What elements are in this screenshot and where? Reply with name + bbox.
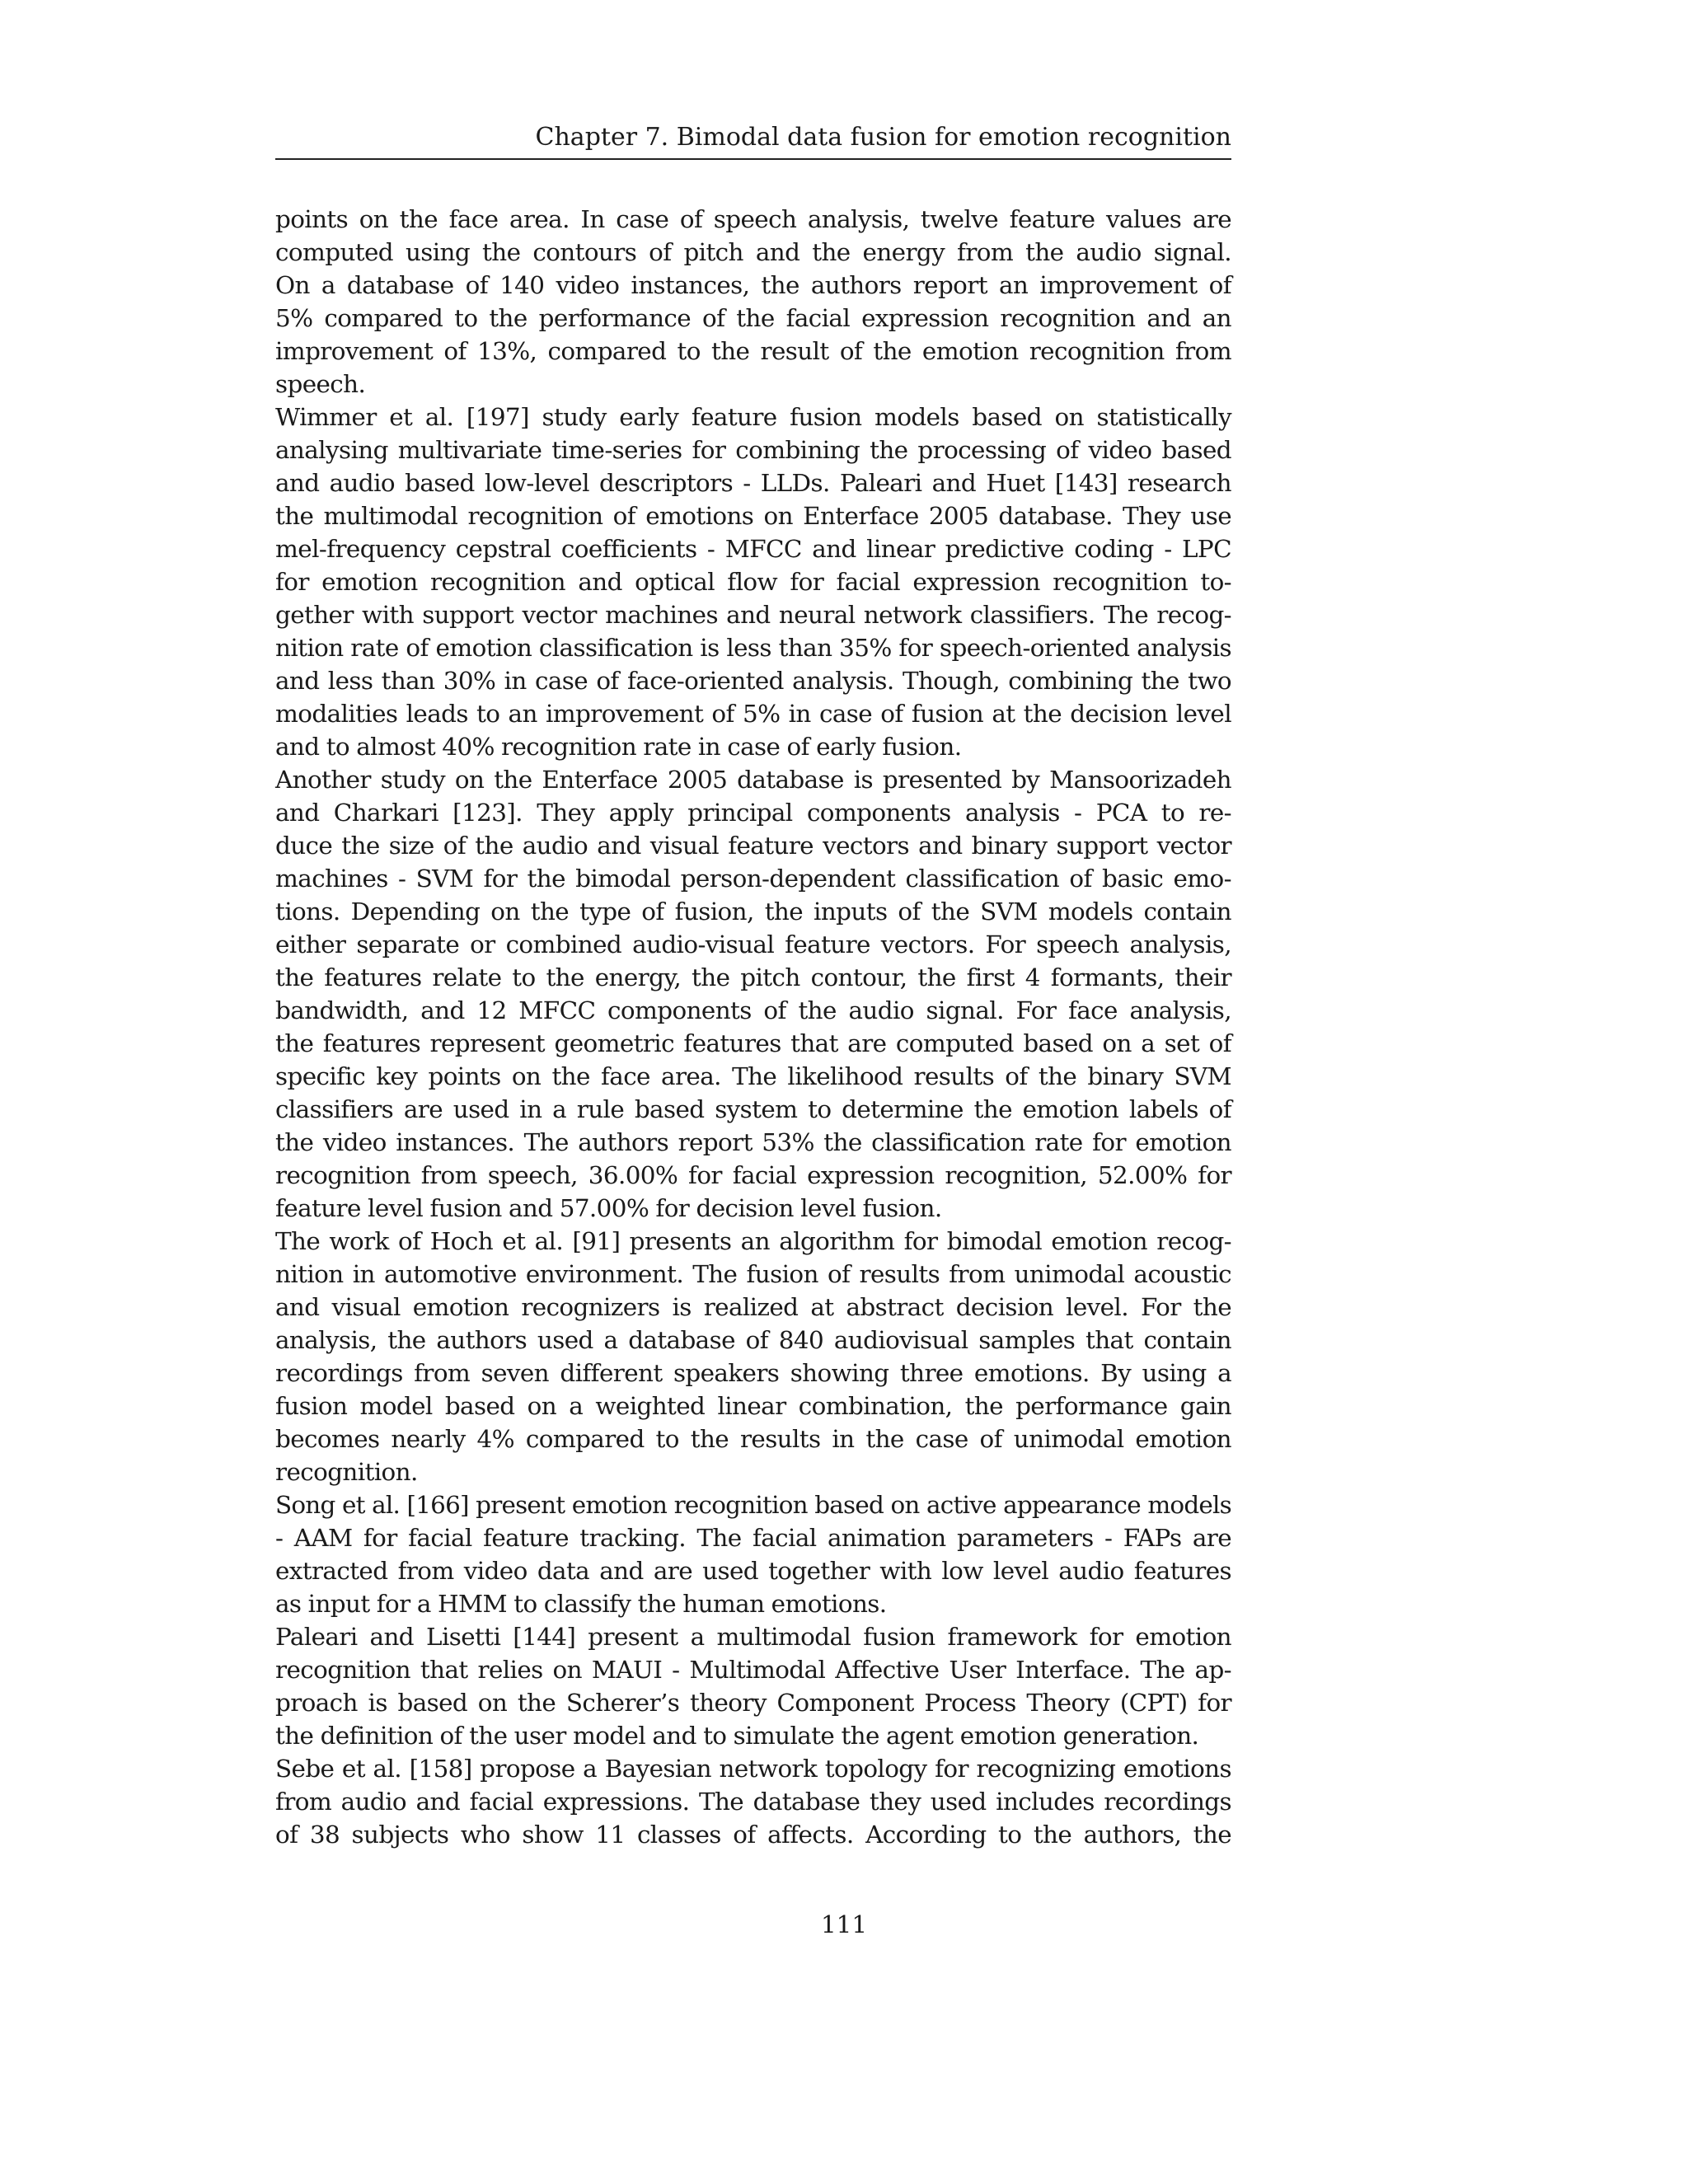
text-line: recognition from speech, 36.00% for facial expression recognition, 52.00% for xyxy=(275,1161,1231,1189)
text-line: modalities leads to an improvement of 5% in case of fusion at the decision level xyxy=(275,700,1231,728)
text-line: for emotion recognition and optical flow for facial expression recognition to- xyxy=(275,568,1231,596)
text-line: speech. xyxy=(275,370,366,398)
paragraph xyxy=(275,1620,1231,1752)
running-header xyxy=(275,119,1231,160)
paragraph xyxy=(275,1488,1231,1620)
text-line: duce the size of the audio and visual feature vectors and binary support vector xyxy=(275,832,1231,860)
text-line: becomes nearly 4% compared to the results in the case of unimodal emotion xyxy=(275,1425,1231,1453)
text-line: the definition of the user model and to simulate the agent emotion generation. xyxy=(275,1722,1199,1750)
text-line: gether with support vector machines and neural network classifiers. The recog- xyxy=(275,601,1231,629)
page-number: 111 xyxy=(820,1910,868,1938)
text-line: the video instances. The authors report 53% the classification rate for emotion xyxy=(275,1128,1231,1156)
text-line: and visual emotion recognizers is realized at abstract decision level. For the xyxy=(275,1293,1231,1321)
text-line: The work of Hoch et al. [91] presents an algorithm for bimodal emotion recog- xyxy=(275,1227,1231,1255)
text-line: Wimmer et al. [197] study early feature fusion models based on statistically xyxy=(275,403,1231,431)
body-text xyxy=(275,203,1231,1851)
text-line: from audio and facial expressions. The database they used includes recordings xyxy=(275,1788,1231,1816)
text-line: the features represent geometric features that are computed based on a set of xyxy=(275,1029,1231,1057)
text-line: extracted from video data and are used together with low level audio features xyxy=(275,1557,1231,1585)
text-line: feature level fusion and 57.00% for decision level fusion. xyxy=(275,1194,942,1222)
text-line: and to almost 40% recognition rate in case of early fusion. xyxy=(275,733,962,761)
paragraph xyxy=(275,1752,1231,1851)
text-line: and audio based low-level descriptors - LLDs. Paleari and Huet [143] research xyxy=(275,469,1231,497)
running-header-title: Chapter 7. Bimodal data fusion for emotion recognition xyxy=(535,123,1231,152)
text-line: points on the face area. In case of speech analysis, twelve feature values are xyxy=(275,205,1231,233)
text-line: nition in automotive environment. The fusion of results from unimodal acoustic xyxy=(275,1260,1231,1288)
text-line: Song et al. [166] present emotion recognition based on active appearance models xyxy=(275,1491,1231,1519)
text-line: recognition that relies on MAUI - Multimodal Affective User Interface. The ap- xyxy=(275,1656,1231,1684)
text-line: bandwidth, and 12 MFCC components of the audio signal. For face analysis, xyxy=(275,996,1231,1024)
paragraph xyxy=(275,763,1231,1225)
text-line: improvement of 13%, compared to the result of the emotion recognition from xyxy=(275,337,1231,365)
text-line: mel-frequency cepstral coefficients - MFCC and linear predictive coding - LPC xyxy=(275,535,1231,563)
paragraph-list xyxy=(275,203,1231,1851)
text-line: recognition. xyxy=(275,1458,418,1486)
paragraph xyxy=(275,1225,1231,1488)
text-line: machines - SVM for the bimodal person-dependent classification of basic emo- xyxy=(275,865,1231,893)
text-line: On a database of 140 video instances, the authors report an improvement of xyxy=(275,271,1231,299)
text-line: as input for a HMM to classify the human emotions. xyxy=(275,1590,887,1618)
text-line: proach is based on the Scherer’s theory Component Process Theory (CPT) for xyxy=(275,1689,1231,1717)
text-line: analysis, the authors used a database of 840 audiovisual samples that contain xyxy=(275,1326,1231,1354)
text-line: tions. Depending on the type of fusion, the inputs of the SVM models contain xyxy=(275,898,1231,926)
text-line: computed using the contours of pitch and the energy from the audio signal. xyxy=(275,238,1231,266)
text-line: Sebe et al. [158] propose a Bayesian network topology for recognizing emotions xyxy=(275,1755,1231,1783)
text-line: analysing multivariate time-series for combining the processing of video based xyxy=(275,436,1231,464)
paragraph xyxy=(275,203,1231,401)
text-line: and less than 30% in case of face-oriented analysis. Though, combining the two xyxy=(275,667,1231,695)
text-line: either separate or combined audio-visual feature vectors. For speech analysis, xyxy=(275,930,1231,958)
text-line: 5% compared to the performance of the facial expression recognition and an xyxy=(275,304,1231,332)
text-line: Another study on the Enterface 2005 database is presented by Mansoorizadeh xyxy=(275,766,1231,794)
paragraph xyxy=(275,401,1231,763)
text-line: and Charkari [123]. They apply principal components analysis - PCA to re- xyxy=(275,799,1231,827)
text-line: recordings from seven different speakers showing three emotions. By using a xyxy=(275,1359,1231,1387)
text-line: the multimodal recognition of emotions on Enterface 2005 database. They use xyxy=(275,502,1231,530)
text-line: specific key points on the face area. The likelihood results of the binary SVM xyxy=(275,1062,1231,1090)
text-line: Paleari and Lisetti [144] present a multimodal fusion framework for emotion xyxy=(275,1623,1231,1651)
text-line: fusion model based on a weighted linear combination, the performance gain xyxy=(275,1392,1231,1420)
text-line: of 38 subjects who show 11 classes of affects. According to the authors, the xyxy=(275,1821,1231,1849)
text-line: nition rate of emotion classification is less than 35% for speech-oriented analysis xyxy=(275,634,1231,662)
text-line: classifiers are used in a rule based system to determine the emotion labels of xyxy=(275,1095,1231,1123)
text-line: - AAM for facial feature tracking. The facial animation parameters - FAPs are xyxy=(275,1524,1231,1552)
text-line: the features relate to the energy, the pitch contour, the first 4 formants, their xyxy=(275,963,1231,991)
